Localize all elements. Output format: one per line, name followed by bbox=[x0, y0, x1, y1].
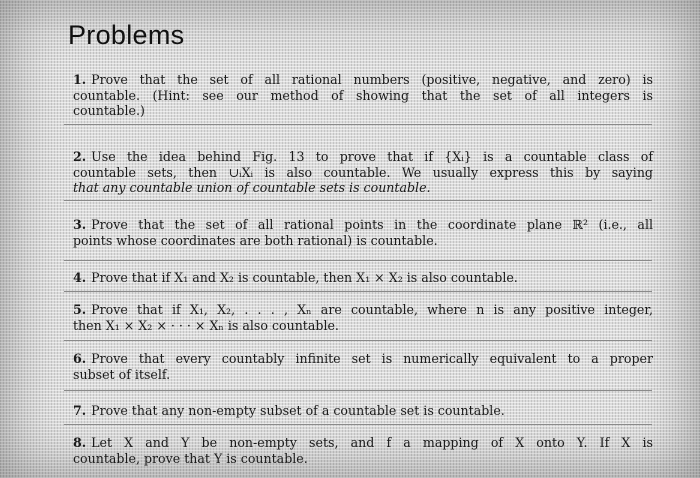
divider bbox=[64, 124, 652, 125]
problem-number: 4. bbox=[73, 270, 87, 285]
problem-number: 1. bbox=[73, 72, 87, 87]
divider bbox=[64, 424, 652, 425]
problem-number: 7. bbox=[73, 403, 87, 418]
problem-line: 6. Prove that every countably infinite set is numerically equivalent to a proper bbox=[73, 351, 653, 366]
problem-5 bbox=[73, 302, 653, 333]
problem-4 bbox=[73, 270, 653, 286]
problem-number: 3. bbox=[73, 217, 87, 232]
problem-line: countable, prove that Y is countable. bbox=[73, 450, 308, 466]
problem-line: 5. Prove that if X₁, X₂, . . . , Xₙ are countable, where n is any positive integer, bbox=[73, 302, 653, 317]
problem-2 bbox=[73, 149, 653, 196]
problem-line: 8. Let X and Y be non-empty sets, and f a mapping of X onto Y. If X is bbox=[73, 435, 653, 450]
problem-number: 6. bbox=[73, 351, 87, 366]
problem-6 bbox=[73, 351, 653, 382]
divider bbox=[64, 390, 652, 391]
problem-line: countable sets, then ∪ᵢXᵢ is also countable. We usually express this by saying bbox=[73, 164, 653, 180]
problem-line: points whose coordinates are both rational) is countable. bbox=[73, 232, 438, 248]
problem-line: 3. Prove that the set of all rational points in the coordinate plane ℝ² (i.e., all bbox=[73, 217, 653, 232]
problem-line: subset of itself. bbox=[73, 366, 171, 382]
divider bbox=[64, 200, 652, 201]
problem-line: countable.) bbox=[73, 103, 145, 118]
divider bbox=[64, 340, 652, 341]
problem-number: 5. bbox=[73, 302, 87, 317]
problem-line: 7. Prove that any non-empty subset of a countable set is countable. bbox=[73, 403, 505, 418]
page-title: Problems bbox=[68, 20, 185, 50]
problem-7 bbox=[73, 403, 653, 419]
problem-8 bbox=[73, 435, 653, 466]
problem-line: then X₁ × X₂ × · · · × Xₙ is also countable. bbox=[73, 317, 339, 333]
divider bbox=[64, 260, 652, 261]
problem-1 bbox=[73, 72, 653, 119]
problem-number: 8. bbox=[73, 435, 87, 450]
problem-line: 4. Prove that if X₁ and X₂ is countable, then X₁ × X₂ is also countable. bbox=[73, 270, 518, 285]
problem-number: 2. bbox=[73, 149, 87, 164]
problem-line: 2. Use the idea behind Fig. 13 to prove that if {Xᵢ} is a countable class of bbox=[73, 149, 653, 164]
problem-line: 1. Prove that the set of all rational numbers (positive, negative, and zero) is bbox=[73, 72, 653, 87]
divider bbox=[64, 291, 652, 292]
problem-line: that any countable union of countable sets is countable. bbox=[73, 180, 431, 195]
problem-3 bbox=[73, 217, 653, 248]
problem-line: countable. (Hint: see our method of showing that the set of all integers is bbox=[73, 87, 653, 103]
